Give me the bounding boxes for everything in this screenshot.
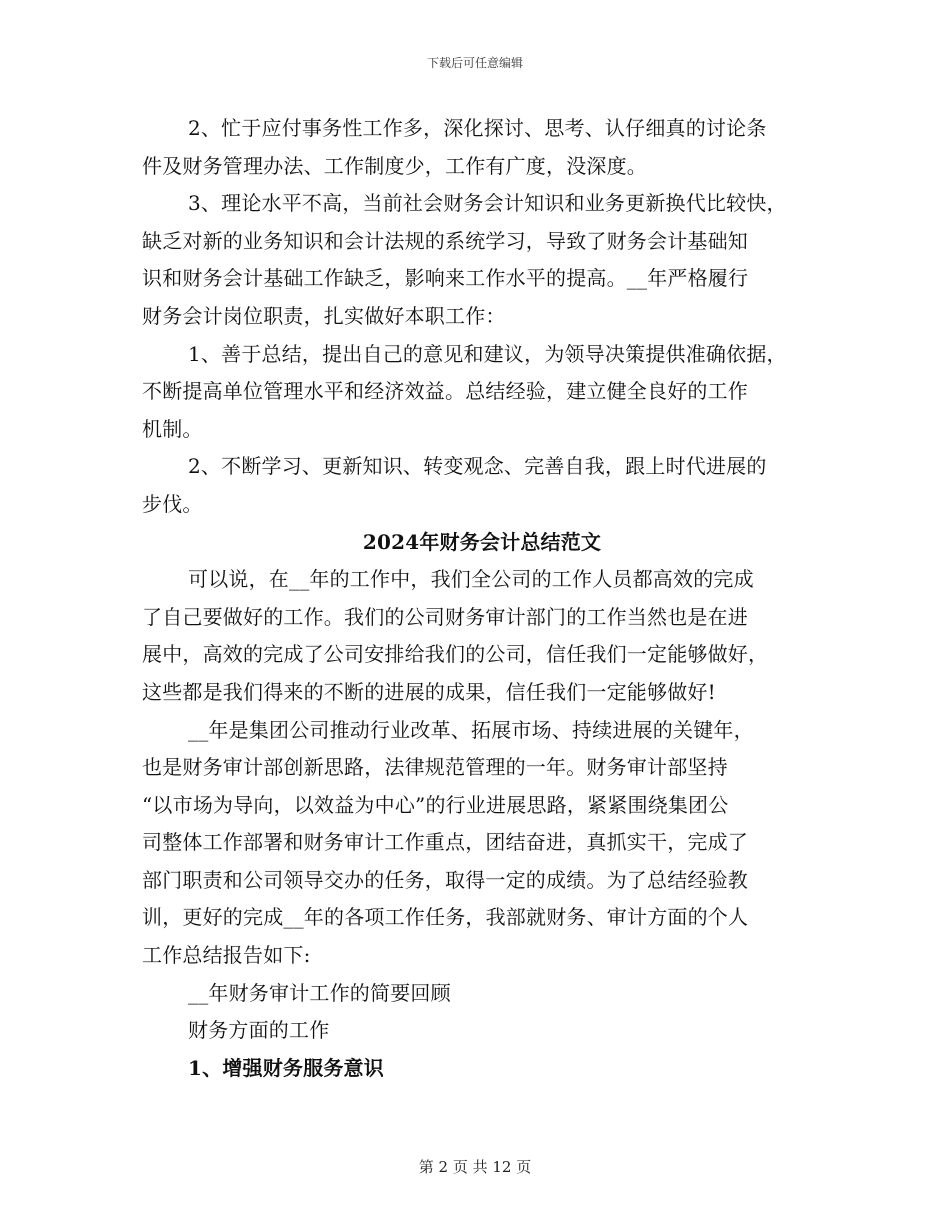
- section-title: 2024年财务会计总结范文: [362, 529, 602, 554]
- page-header: 下载后可任意编辑: [426, 56, 523, 70]
- paragraph-line: 件及财务管理办法、工作制度少，工作有广度，没深度。: [142, 153, 647, 178]
- paragraph-line: 财务方面的工作: [188, 1018, 330, 1043]
- paragraph-line: 步伐。: [142, 491, 203, 516]
- document-body: [142, 110, 822, 1087]
- paragraph-line: 这些都是我们得来的不断的进展的成果，信任我们一定能够做好!: [142, 679, 716, 704]
- paragraph-line: 展中，高效的完成了公司安排给我们的公司，信任我们一定能够做好，: [142, 642, 769, 667]
- paragraph-line: 司整体工作部署和财务审计工作重点，团结奋进，真抓实干，完成了: [142, 830, 748, 855]
- paragraph-line: 工作总结报告如下:: [142, 943, 311, 968]
- paragraph-line: 财务会计岗位职责，扎实做好本职工作：: [142, 303, 506, 328]
- paragraph-line: 不断提高单位管理水平和经济效益。总结经验，建立健全良好的工作: [142, 379, 748, 404]
- paragraph-line: 缺乏对新的业务知识和会计法规的系统学习，导致了财务会计基础知: [142, 228, 748, 253]
- paragraph-line: 2、不断学习、更新知识、转变观念、完善自我，跟上时代进展的: [188, 454, 767, 479]
- paragraph-line: __年财务审计工作的简要回顾: [188, 980, 451, 1005]
- paragraph-line: 识和财务会计基础工作缺乏，影响来工作水平的提高。__年严格履行: [142, 266, 749, 291]
- paragraph-line: 机制。: [142, 416, 203, 441]
- paragraph-line: 也是财务审计部创新思路，法律规范管理的一年。财务审计部坚持: [142, 755, 728, 780]
- paragraph-line: 部门职责和公司领导交办的任务，取得一定的成绩。为了总结经验教: [142, 867, 748, 892]
- paragraph-line: 3、理论水平不高，当前社会财务会计知识和业务更新换代比较快，: [188, 191, 787, 216]
- paragraph-line: 2、忙于应付事务性工作多，深化探讨、思考、认仔细真的讨论条: [188, 116, 767, 140]
- page-footer: 第 2 页 共 12 页: [418, 1158, 532, 1176]
- paragraph-line: 训，更好的完成__年的各项工作任务，我部就财务、审计方面的个人: [142, 905, 749, 930]
- paragraph-line: 可以说，在__年的工作中，我们全公司的工作人员都高效的完成: [188, 567, 754, 592]
- paragraph-line: __年是集团公司推动行业改革、拓展市场、持续进展的关键年，: [188, 717, 754, 742]
- paragraph-line: 了自己要做好的工作。我们的公司财务审计部门的工作当然也是在进: [142, 604, 748, 629]
- paragraph-line: “以市场为导向，以效益为中心”的行业进展思路，紧紧围绕集团公: [142, 792, 729, 817]
- subsection-heading: 1、增强财务服务意识: [188, 1055, 384, 1080]
- paragraph-line: 1、善于总结，提出自己的意见和建议，为领导决策提供准确依据，: [188, 341, 787, 366]
